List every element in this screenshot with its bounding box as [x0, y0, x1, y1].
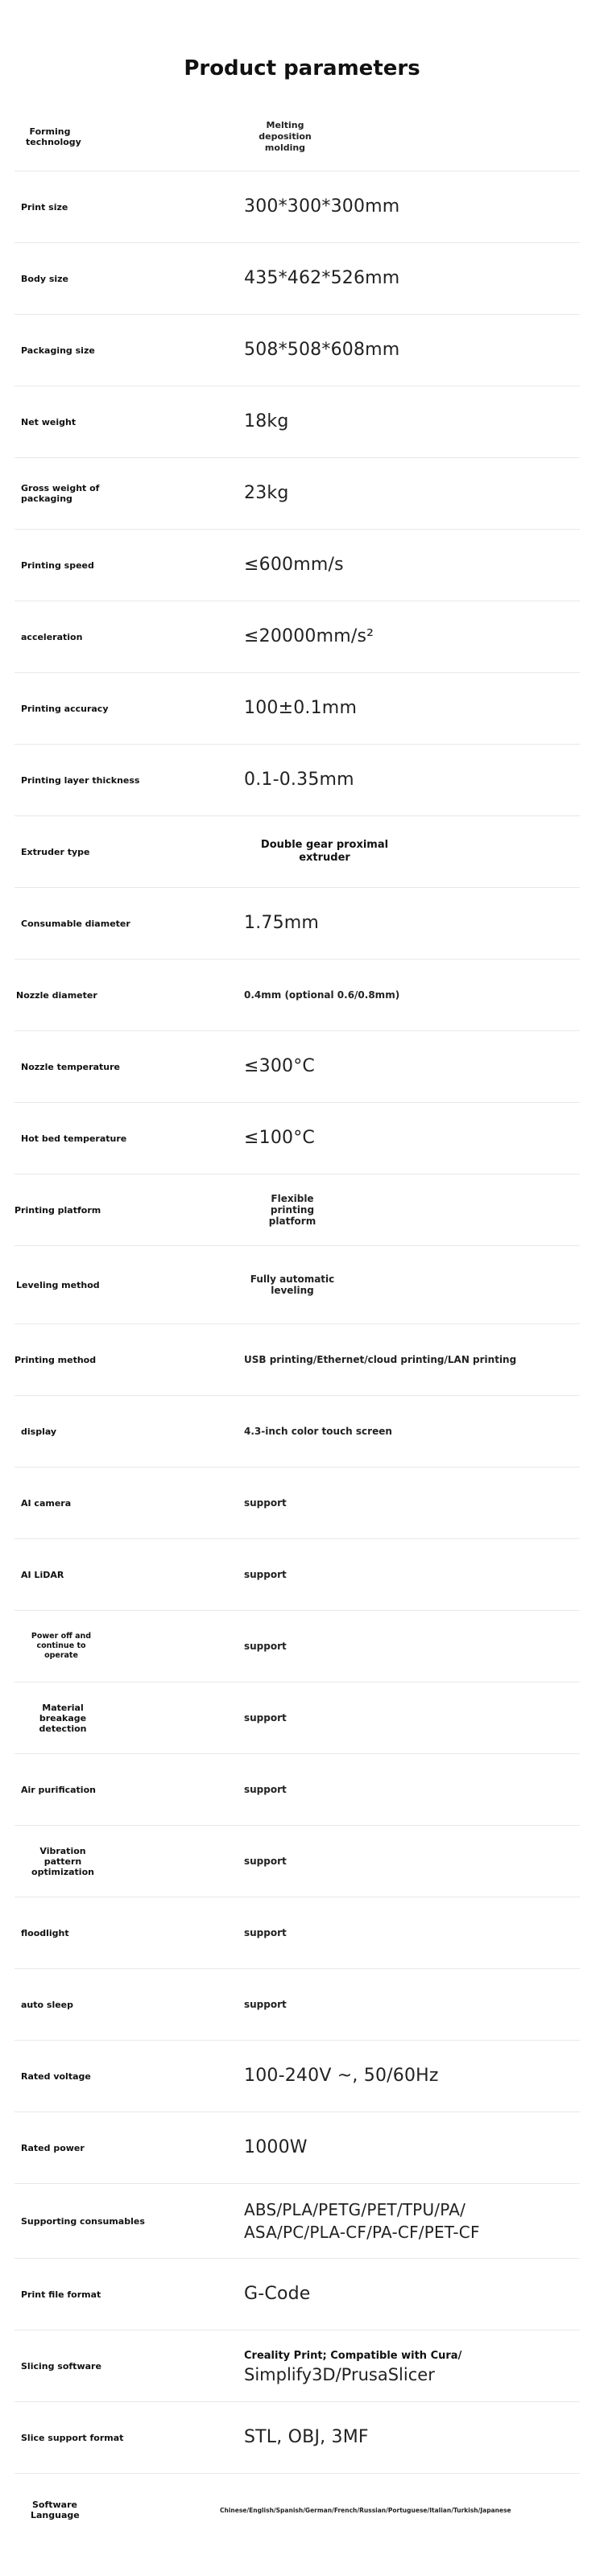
row-label: AI camera: [21, 1497, 72, 1509]
row-value: 100±0.1mm: [244, 698, 358, 718]
row-value: 1.75mm: [244, 913, 320, 933]
row-value: ≤300°C: [244, 1056, 315, 1076]
table-row: [14, 1174, 580, 1246]
table-row: [14, 2402, 580, 2474]
table-row: [14, 171, 580, 243]
parameters-table: [14, 103, 580, 2546]
row-label: Gross weight of packaging: [21, 483, 100, 504]
row-value: Double gear proximal extruder: [260, 839, 389, 864]
row-value: support: [244, 1999, 287, 2010]
row-value: USB printing/Ethernet/cloud printing/LAN printing: [244, 1354, 517, 1365]
table-row: [14, 816, 580, 888]
table-row: [14, 103, 580, 171]
row-label: Print size: [21, 201, 68, 213]
table-row: [14, 315, 580, 386]
row-value: 100-240V ~, 50/60Hz: [244, 2066, 439, 2086]
table-row: [14, 1324, 580, 1396]
table-row: [14, 458, 580, 530]
table-row: [14, 1754, 580, 1826]
row-value: support: [244, 1569, 287, 1580]
row-label: Body size: [21, 273, 68, 284]
table-row: [14, 960, 580, 1031]
row-value: 508*508*608mm: [244, 340, 400, 360]
table-row: [14, 673, 580, 745]
row-value: Fully automatic leveling: [250, 1274, 335, 1296]
row-value: ≤20000mm/s²: [244, 626, 374, 646]
row-value: support: [244, 1497, 287, 1509]
table-row: [14, 2330, 580, 2402]
row-label: Leveling method: [16, 1279, 100, 1290]
row-value: 300*300*300mm: [244, 196, 400, 217]
table-row: [14, 1969, 580, 2041]
row-label: Printing layer thickness: [21, 774, 140, 786]
row-label: Slice support format: [21, 2432, 124, 2443]
row-value: Melting deposition molding: [259, 120, 312, 153]
row-label: Hot bed temperature: [21, 1133, 127, 1144]
table-row: [14, 1246, 580, 1324]
row-value: Creality Print; Compatible with Cura/ Simplify3D/PrusaSlicer: [244, 2349, 462, 2384]
row-label: Packaging size: [21, 345, 95, 356]
table-row: [14, 1611, 580, 1682]
row-label: Software Language: [31, 2500, 80, 2520]
row-label: Material breakage detection: [39, 1702, 87, 1734]
row-label: display: [21, 1426, 57, 1437]
row-value: support: [244, 1641, 287, 1652]
row-label: floodlight: [21, 1927, 69, 1938]
row-label: Rated voltage: [21, 2070, 91, 2082]
row-label: Air purification: [21, 1784, 96, 1795]
row-label: Printing method: [14, 1354, 97, 1365]
row-value: 0.1-0.35mm: [244, 770, 354, 790]
row-value: ABS/PLA/PETG/PET/TPU/PA/ ASA/PC/PLA-CF/PA-CF/PET-CF: [244, 2200, 480, 2242]
row-label: Vibration pattern optimization: [31, 1845, 94, 1877]
row-label: Printing speed: [21, 559, 94, 571]
table-row: [14, 1468, 580, 1539]
table-row: [14, 2474, 580, 2546]
row-value: 4.3-inch color touch screen: [244, 1426, 392, 1437]
row-label: Print file format: [21, 2289, 101, 2300]
table-row: [14, 1396, 580, 1468]
row-value: ≤600mm/s: [244, 555, 344, 575]
table-row: [14, 1826, 580, 1897]
table-row: [14, 2112, 580, 2184]
table-row: [14, 530, 580, 601]
table-row: [14, 2041, 580, 2112]
row-label: Net weight: [21, 416, 77, 427]
row-label: Extruder type: [21, 846, 90, 857]
row-value: ≤100°C: [244, 1128, 315, 1148]
row-value: 0.4mm (optional 0.6/0.8mm): [244, 989, 400, 1001]
row-value: 23kg: [244, 483, 289, 503]
table-row: [14, 1682, 580, 1754]
row-label: Forming technology: [26, 126, 81, 147]
row-label: Consumable diameter: [21, 918, 130, 929]
row-label: Slicing software: [21, 2360, 101, 2372]
table-row: [14, 745, 580, 816]
row-label: Nozzle diameter: [16, 989, 97, 1001]
row-value: G-Code: [244, 2284, 311, 2304]
row-label: Supporting consumables: [21, 2215, 145, 2227]
row-value: Chinese/English/Spanish/German/French/Russian/Portuguese/Italian/Turkish/Japanese: [220, 2506, 511, 2514]
row-label: Printing platform: [14, 1204, 101, 1216]
row-label: AI LiDAR: [21, 1569, 64, 1580]
row-value: support: [244, 1784, 287, 1795]
table-row: [14, 2184, 580, 2259]
table-row: [14, 243, 580, 315]
table-row: [14, 1539, 580, 1611]
row-value: 435*462*526mm: [244, 268, 400, 288]
table-row: [14, 1031, 580, 1103]
table-row: [14, 1103, 580, 1174]
row-label: auto sleep: [21, 1999, 74, 2010]
page-title: Product parameters: [184, 56, 420, 80]
row-label: Power off and continue to operate: [31, 1632, 92, 1660]
row-label: Printing accuracy: [21, 703, 109, 714]
row-value: 18kg: [244, 411, 289, 431]
table-row: [14, 1897, 580, 1969]
row-value: support: [244, 1856, 287, 1867]
table-row: [14, 2259, 580, 2330]
row-label: Rated power: [21, 2142, 85, 2153]
row-value: 1000W: [244, 2137, 308, 2157]
table-row: [14, 601, 580, 673]
row-value: support: [244, 1712, 287, 1724]
table-row: [14, 386, 580, 458]
row-label: Nozzle temperature: [21, 1061, 120, 1072]
row-value: STL, OBJ, 3MF: [244, 2427, 369, 2447]
row-label: acceleration: [21, 631, 83, 642]
row-value: support: [244, 1927, 287, 1938]
table-row: [14, 888, 580, 960]
row-value: Flexible printing platform: [268, 1193, 316, 1227]
